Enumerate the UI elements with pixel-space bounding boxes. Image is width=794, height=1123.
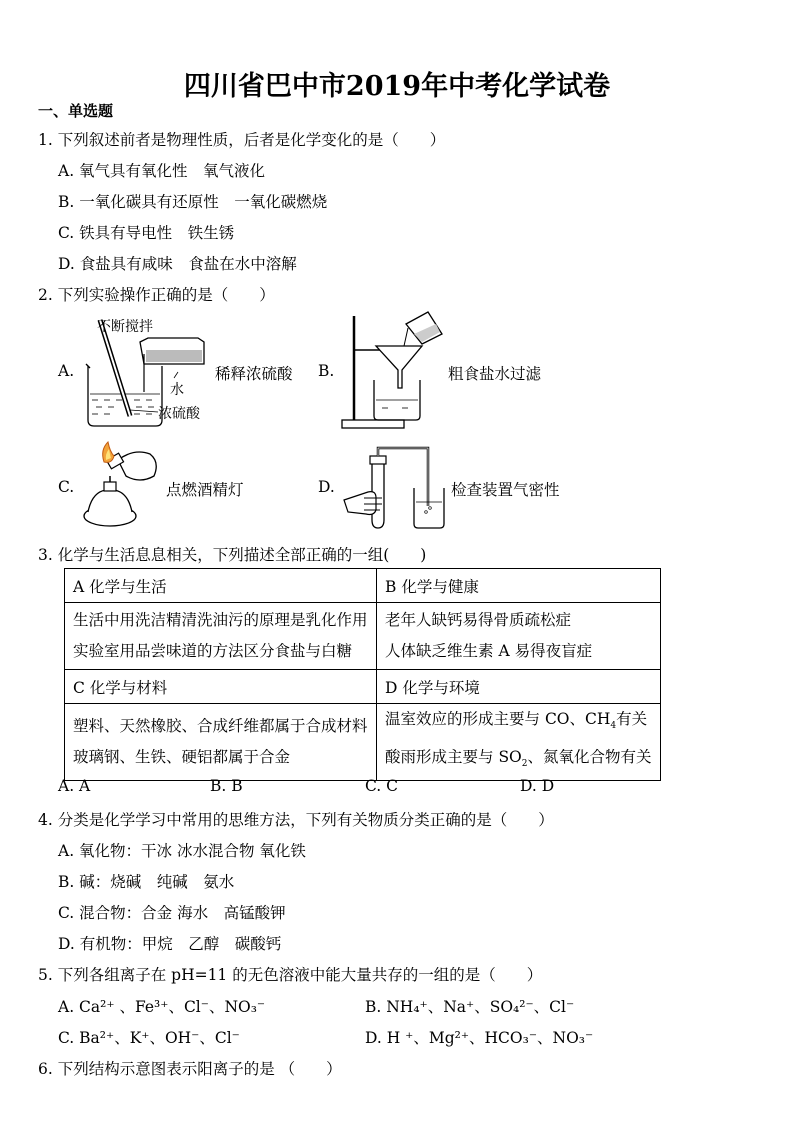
question-3-option-b: B. B xyxy=(210,777,243,795)
cell-a-line-1: 生活中用洗洁精清洗油污的原理是乳化作用 xyxy=(73,611,368,629)
question-4-stem: 4. 分类是化学学习中常用的思维方法，下列有关物质分类正确的是（ ） xyxy=(38,811,554,829)
question-4-option-a: A. 氧化物：干冰 冰水混合物 氧化铁 xyxy=(58,842,306,860)
stir-label: 不断搅拌 xyxy=(97,319,153,335)
acid-label: 浓硫酸 xyxy=(158,406,200,422)
question-1-option-c: C. 铁具有导电性 铁生锈 xyxy=(58,224,235,242)
cell-c-line-2: 玻璃钢、生铁、硬铝都属于合金 xyxy=(73,748,291,767)
question-2-option-b-label: 粗食盐水过滤 xyxy=(448,365,542,383)
cell-a-line-2: 实验室用品尝味道的方法区分食盐与白糖 xyxy=(73,642,353,660)
cell-c-line-1: 塑料、天然橡胶、合成纤维都属于合成材料 xyxy=(73,717,368,736)
question-2-option-b-letter: B. xyxy=(318,362,335,380)
cell-c-head: C 化学与材料 xyxy=(65,670,377,704)
filtration-diagram xyxy=(336,308,446,434)
question-2-option-c-letter: C. xyxy=(58,478,75,496)
question-5-option-c: C. Ba²⁺、K⁺、OH⁻、Cl⁻ xyxy=(58,1029,240,1047)
cell-d-line-1: 温室效应的形成主要与 CO、$CH_4$有关 xyxy=(385,710,648,732)
cell-a-body xyxy=(65,603,377,670)
question-5-option-b: B. NH₄⁺、Na⁺、SO₄²⁻、Cl⁻ xyxy=(365,998,575,1016)
cell-a-head: A 化学与生活 xyxy=(65,569,377,603)
cell-b-body xyxy=(377,603,661,670)
question-5-option-d: D. H ⁺、Mg²⁺、HCO₃⁻、NO₃⁻ xyxy=(365,1029,594,1047)
question-1-option-d: D. 食盐具有咸味 食盐在水中溶解 xyxy=(58,255,297,273)
question-2-option-a-label: 稀释浓硫酸 xyxy=(215,365,293,383)
question-1-stem: 1. 下列叙述前者是物理性质，后者是化学变化的是（ ） xyxy=(38,131,446,149)
section-heading: 一、单选题 xyxy=(38,102,114,120)
question-3-table xyxy=(64,568,661,781)
cell-d-line-2: 酸雨形成主要与 $SO_2$、氮氧化合物有关 xyxy=(385,748,652,770)
question-3-option-d: D. D xyxy=(520,777,555,795)
question-2-option-d-label: 检查装置气密性 xyxy=(451,481,560,499)
question-6-stem: 6. 下列结构示意图表示阳离子的是 （ ） xyxy=(38,1060,342,1078)
question-4-option-c: C. 混合物：合金 海水 高锰酸钾 xyxy=(58,904,286,922)
question-4-option-d: D. 有机物：甲烷 乙醇 碳酸钙 xyxy=(58,935,282,953)
question-2-option-a-letter: A. xyxy=(58,362,75,380)
cell-c-body xyxy=(65,704,377,781)
question-4-option-b: B. 碱：烧碱 纯碱 氨水 xyxy=(58,873,235,891)
water-label: 水 xyxy=(170,382,184,398)
question-2-option-d-letter: D. xyxy=(318,478,335,496)
question-3-stem: 3. 化学与生活息息相关，下列描述全部正确的一组( ) xyxy=(38,546,427,564)
question-3-option-a: A. A xyxy=(58,777,91,795)
question-1-option-a: A. 氧气具有氧化性 氧气液化 xyxy=(58,162,266,180)
question-3-option-c: C. C xyxy=(365,777,399,795)
cell-b-line-2: 人体缺乏维生素 A 易得夜盲症 xyxy=(385,642,593,660)
question-2-stem: 2. 下列实验操作正确的是（ ） xyxy=(38,286,275,304)
question-2-option-c-label: 点燃酒精灯 xyxy=(166,481,244,499)
page-title: 四川省巴中市2019年中考化学试卷 xyxy=(183,71,611,102)
airtightness-diagram xyxy=(338,440,448,532)
cell-d-head: D 化学与环境 xyxy=(377,670,661,704)
cell-b-line-1: 老年人缺钙易得骨质疏松症 xyxy=(385,611,572,629)
alcohol-lamp-diagram xyxy=(78,440,168,532)
cell-b-head: B 化学与健康 xyxy=(377,569,661,603)
cell-d-body xyxy=(377,704,661,781)
question-5-stem: 5. 下列各组离子在 pH=11 的无色溶液中能大量共存的一组的是（ ） xyxy=(38,966,543,984)
question-1-option-b: B. 一氧化碳具有还原性 一氧化碳燃烧 xyxy=(58,193,328,211)
question-5-option-a: A. Ca²⁺ 、Fe³⁺、Cl⁻、NO₃⁻ xyxy=(58,998,266,1016)
